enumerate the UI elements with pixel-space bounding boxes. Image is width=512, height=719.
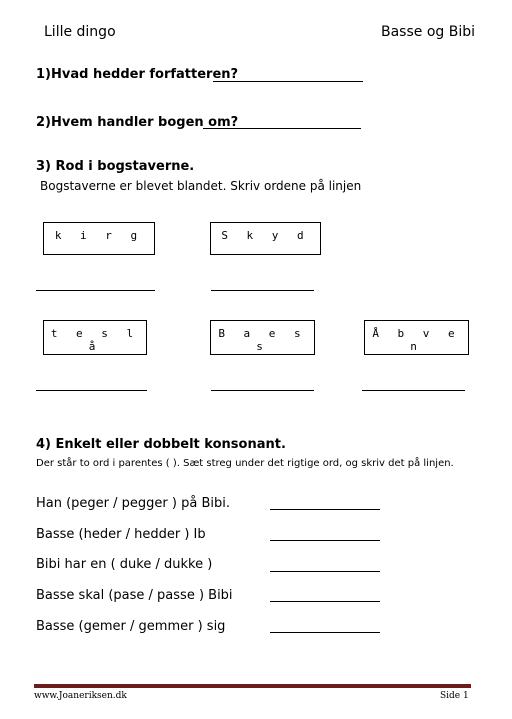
scrambled-letters: t e s l å [50,327,140,353]
answer-line-2[interactable] [211,290,314,291]
scrambled-letters: S k y d [221,229,310,242]
sentence-4: Basse skal (pase / passe ) Bibi [36,588,233,603]
footer-page-number: Side 1 [440,691,469,701]
sentence-answer-line-3[interactable] [270,571,380,572]
header-title-right: Basse og Bibi [381,24,476,40]
answer-line-5[interactable] [362,390,465,391]
scrambled-word-box-1 [43,222,155,255]
footer-website: www.Joaneriksen.dk [34,691,127,701]
question-4-instruction: Der står to ord i parentes ( ). Sæt streg under det rigtige ord, og skriv det på linjen. [36,458,454,469]
question-2-text: 2)Hvem handler bogen om? [36,115,239,130]
scrambled-letters: k i r g [54,229,144,242]
answer-line-3[interactable] [36,390,147,391]
question-3-title: 3) Rod i bogstaverne. [36,159,195,174]
sentence-1: Han (peger / pegger ) på Bibi. [36,496,230,511]
question-4-title: 4) Enkelt eller dobbelt konsonant. [36,437,286,452]
footer-divider [34,684,471,688]
question-2-answer-line[interactable] [203,128,361,129]
sentence-5: Basse (gemer / gemmer ) sig [36,619,226,634]
scrambled-word-box-3 [43,320,147,355]
answer-line-4[interactable] [211,390,314,391]
sentence-answer-line-4[interactable] [270,601,380,602]
question-1-text: 1)Hvad hedder forfatteren? [36,67,239,82]
answer-line-1[interactable] [36,290,155,291]
scrambled-letters: Å b v e n [372,327,461,353]
header-title-left: Lille dingo [44,24,116,40]
scrambled-word-box-5 [364,320,469,355]
scrambled-word-box-2 [210,222,321,255]
scrambled-letters: B a e s s [218,327,307,353]
scrambled-word-box-4 [210,320,315,355]
question-1-answer-line[interactable] [213,81,363,82]
sentence-answer-line-5[interactable] [270,632,380,633]
sentence-3: Bibi har en ( duke / dukke ) [36,557,213,572]
sentence-2: Basse (heder / hedder ) Ib [36,527,206,542]
question-3-instruction: Bogstaverne er blevet blandet. Skriv ordene på linjen [40,179,362,193]
sentence-answer-line-1[interactable] [270,509,380,510]
sentence-answer-line-2[interactable] [270,540,380,541]
